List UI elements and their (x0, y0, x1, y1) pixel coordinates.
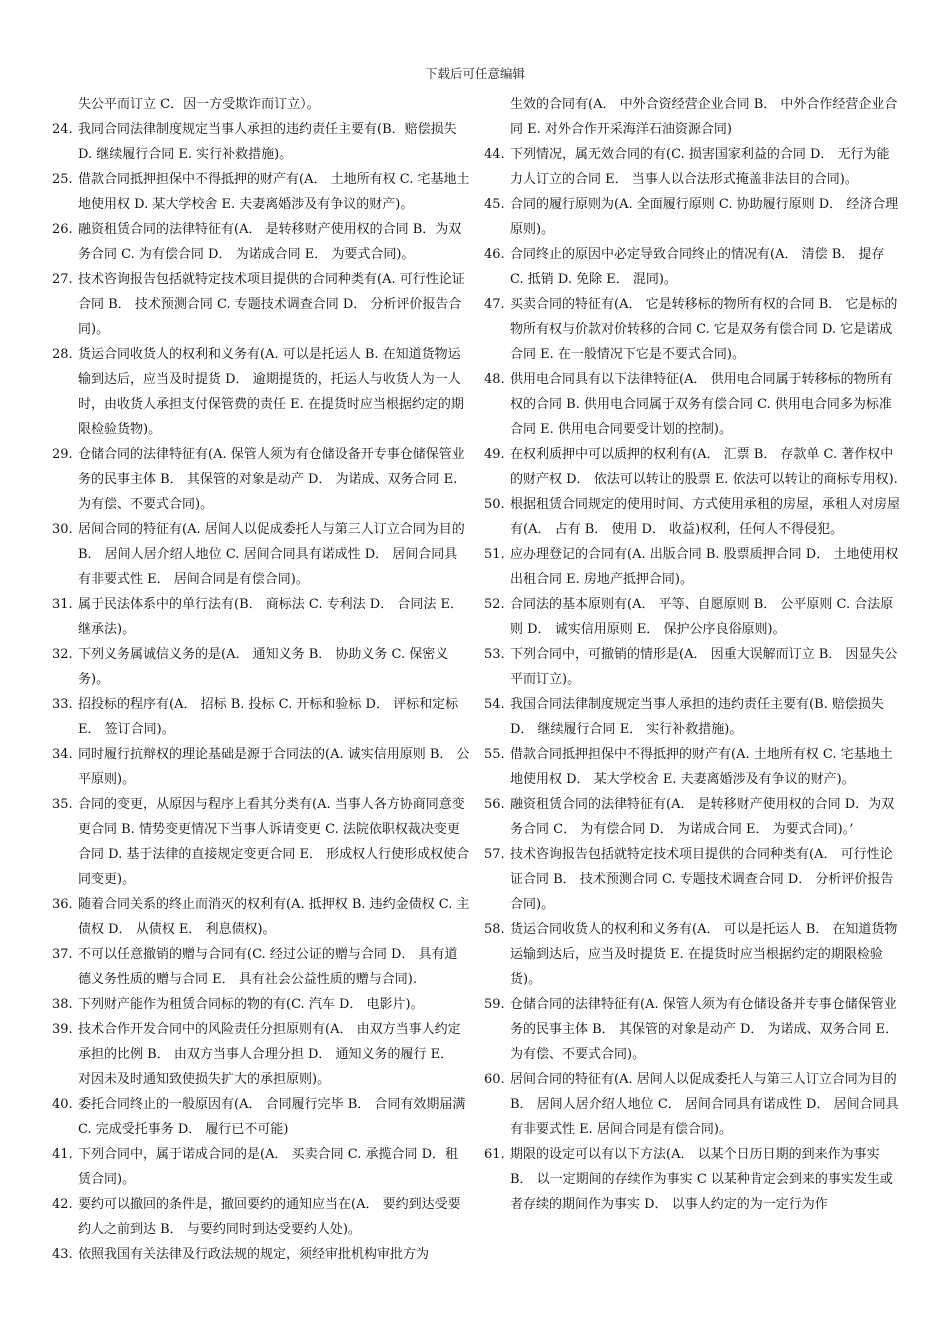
question-item (484, 917, 902, 992)
question-number: 51. (484, 547, 505, 562)
question-item (484, 692, 902, 742)
question-number: 26. (52, 222, 73, 237)
question-item (52, 892, 470, 942)
question-item (484, 492, 902, 542)
question-item (484, 192, 902, 242)
question-text: 我国合同法律制度规定当事人承担的违约责任主要有(B. 赔偿损失 D． 继续履行合同 E． 实行补救措施)。 (510, 697, 884, 737)
question-text: 居间合同的特征有(A. 居间人以促成委托人与第三人订立合同为目的 B． 居间人居介绍人地位 C． 居间合同具有诺成性 D． 居间合同具有非要式性 E. 居间合同是有偿合同)。 (510, 1072, 899, 1137)
question-number: 49. (484, 447, 505, 462)
question-text: 买卖合同的特征有(A． 它是转移标的物所有权的合同 B． 它是标的物所有权与价款对价转移的合同 C. 它是双务有偿合同 D. 它是诺成合同 E. 在一般情况下它是不要式合同)。 (510, 297, 898, 362)
question-item (52, 1142, 470, 1192)
question-text: 借款合同抵押担保中不得抵押的财产有(A. 土地所有权 C. 宅基地土地使用权 D． 某大学校舍 E. 夫妻离婚涉及有争议的财产)。 (510, 747, 893, 787)
question-text: 下列合同中，可撤销的情形是(A． 因重大误解而订立 B． 因显失公平而订立)。 (510, 647, 898, 687)
question-number: 43. (52, 1247, 73, 1262)
question-item (484, 242, 902, 292)
question-text: 融资租赁合同的法律特征有(A． 是转移财产使用权的合同 B．为双务合同 C. 为有偿合同 D． 为诺成合同 E． 为要式合同)。 (78, 222, 462, 262)
question-text: 应办理登记的合同有(A. 出版合同 B. 股票质押合同 D． 土地使用权出租合同 E. 房地产抵押合同)。 (510, 547, 899, 587)
question-number: 34. (52, 747, 73, 762)
question-text: 在权利质押中可以质押的权利有(A． 汇票 B． 存款单 C. 著作权中的财产权 D． 依法可以转让的股票 E. 依法可以转让的商标专用权). (510, 447, 898, 487)
question-text: 供用电合同具有以下法律特征(A． 供用电合同属于转移标的物所有权的合同 B. 供用电合同属于双务有偿合同 C. 供用电合同多为标准合同 E. 供用电合同要受计划的控制)。 (510, 372, 893, 437)
question-text: 不可以任意撤销的赠与合同有(C. 经过公证的赠与合同 D． 具有道德义务性质的赠与合同 E． 具有社会公益性质的赠与合同). (78, 947, 458, 987)
question-item (484, 142, 902, 192)
question-item (52, 1242, 470, 1267)
question-item (484, 792, 902, 842)
right-continuation-text: 生效的合同有(A． 中外合资经营企业合同 B． 中外合作经营企业合同 E. 对外合作开采海洋石油资源合同) (510, 97, 898, 137)
question-item (484, 992, 902, 1067)
question-text: 我同合同法律制度规定当事人承担的违约责任主要有(B．赔偿损失 D. 继续履行合同 E. 实行补救措施)。 (78, 122, 457, 162)
question-number: 37. (52, 947, 73, 962)
question-number: 25. (52, 172, 73, 187)
question-text: 下列义务属诚信义务的是(A． 通知义务 B． 协助义务 C. 保密义务)。 (78, 647, 449, 687)
question-text: 融资租赁合同的法律特征有(A． 是转移财产使用权的合同 D．为双务合同 C． 为有偿合同 D． 为诺成合同 E． 为要式合同)。’ (510, 797, 895, 837)
question-number: 46. (484, 247, 505, 262)
question-text: 委托合同终止的一般原因有(A． 合同履行完毕 B． 合同有效期届满 C. 完成受托事务 D． 履行已不可能) (78, 1097, 466, 1137)
question-text: 仓储合同的法律特征有(A. 保管人须为有仓储设备开专事仓储保管业务的民事主体 B． 其保管的对象是动产 D． 为诺成、双务合同 E. 为有偿、不要式合同)。 (78, 447, 465, 512)
question-number: 40. (52, 1097, 73, 1112)
question-text: 居间合同的特征有(A. 居间人以促成委托人与第三人订立合同为目的 B． 居间人居介绍人地位 C. 居间合同具有诺成性 D． 居间合同具有非要式性 E． 居间合同是有偿合同)。 (78, 522, 465, 587)
question-item (52, 642, 470, 692)
question-item (52, 1017, 470, 1092)
question-number: 48. (484, 372, 505, 387)
question-item (52, 217, 470, 267)
question-item (52, 942, 470, 992)
question-number: 53. (484, 647, 505, 662)
question-text: 依照我国有关法律及行政法规的规定，须经审批机构审批方为 (78, 1247, 430, 1262)
question-text: 下列合同中，属于诺成合同的是(A． 买卖合同 C. 承揽合同 D．租赁合同)。 (78, 1147, 459, 1187)
question-item (484, 842, 902, 917)
left-column (52, 92, 470, 1267)
question-number: 56. (484, 797, 505, 812)
question-number: 39. (52, 1022, 73, 1037)
question-item (52, 517, 470, 592)
question-item (52, 692, 470, 742)
question-number: 55. (484, 747, 505, 762)
question-text: 货运合同收货人的权利和义务有(A. 可以是托运人 B. 在知道货物运输到达后，应当及时提货 D． 逾期提货的，托运人与收货人为一人时，由收货人承担支付保管费的责任 E. 在提货时应当根据约定的期限检验货物)。 (78, 347, 464, 437)
question-number: 61. (484, 1147, 505, 1162)
question-item (52, 342, 470, 442)
question-number: 31. (52, 597, 73, 612)
question-number: 38. (52, 997, 73, 1012)
question-item (484, 367, 902, 442)
question-item (52, 1192, 470, 1242)
question-text: 期限的设定可以有以下方法(A． 以某个日历日期的到来作为事实 B． 以一定期间的存续作为事实 C 以某种肯定会到来的事实发生或者存续的期间作为事实 D． 以事人约定的为一定行为作 (510, 1147, 893, 1212)
right-column (484, 92, 902, 1217)
question-number: 33. (52, 697, 73, 712)
question-text: 合同的履行原则为(A. 全面履行原则 C. 协助履行原则 D． 经济合理原则)。 (510, 197, 899, 237)
question-text: 合同的变更，从原因与程序上看其分类有(A. 当事人各方协商同意变更合同 B. 情势变更情况下当事人诉请变更 C. 法院依职权裁决变更合同 D. 基于法律的直接规定变更合同 E． 形成权人行使形成权使合同变更)。 (78, 797, 470, 887)
question-text: 技术咨询报告包括就特定技术项目提供的合同种类有(A． 可行性论证合同 B． 技术预测合同 C. 专题技术调查合同 D． 分析评价报告合同)。 (510, 847, 894, 912)
question-number: 52. (484, 597, 505, 612)
question-item (484, 642, 902, 692)
question-item (484, 442, 902, 492)
question-number: 28. (52, 347, 73, 362)
question-text: 技术咨询报告包括就特定技术项目提供的合同种类有(A. 可行性论证合同 B． 技术预测合同 C. 专题技术调查合同 D． 分析评价报告合同)。 (78, 272, 465, 337)
question-number: 32. (52, 647, 73, 662)
question-number: 58. (484, 922, 505, 937)
question-number: 30. (52, 522, 73, 537)
page-header: 下载后可任意编辑 (424, 66, 525, 81)
question-number: 50. (484, 497, 505, 512)
question-number: 60. (484, 1072, 505, 1087)
right-question-list (484, 142, 902, 1217)
question-item (52, 1092, 470, 1142)
question-text: 同时履行抗辩权的理论基础是源于合同法的(A. 诚实信用原则 B． 公平原则)。 (78, 747, 470, 787)
question-text: 借款合同抵押担保中不得抵押的财产有(A． 土地所有权 C. 宅基地土地使用权 D. 某大学校舍 E. 夫妻离婚涉及有争议的财产)。 (78, 172, 470, 212)
question-item (484, 292, 902, 367)
question-item (52, 792, 470, 892)
question-number: 45. (484, 197, 505, 212)
question-item (52, 992, 470, 1017)
question-item (484, 1067, 902, 1142)
question-number: 29. (52, 447, 73, 462)
question-text: 合同法的基本原则有(A． 平等、自愿原则 B． 公平原则 C. 合法原则 D． 诚实信用原则 E． 保护公序良俗原则)。 (510, 597, 894, 637)
question-text: 下列情况，属无效合同的有(C. 损害国家利益的合同 D． 无行为能力人订立的合同 E． 当事人以合法形式掩盖非法目的合同)。 (510, 147, 890, 187)
question-item (484, 1142, 902, 1217)
question-item (484, 542, 902, 592)
question-number: 24. (52, 122, 73, 137)
question-number: 35. (52, 797, 73, 812)
question-item (52, 592, 470, 642)
question-number: 42. (52, 1197, 73, 1212)
question-text: 根据租赁合同规定的使用时间、方式使用承租的房屋，承租人对房屋有(A． 占有 B． 使用 D． 收益)权利，任何人不得侵犯。 (510, 497, 901, 537)
question-number: 54. (484, 697, 505, 712)
question-number: 36. (52, 897, 73, 912)
question-number: 57. (484, 847, 505, 862)
question-text: 招投标的程序有(A． 招标 B. 投标 C. 开标和验标 D． 评标和定标 E． 签订合同)。 (78, 697, 459, 737)
question-number: 41. (52, 1147, 73, 1162)
question-number: 47. (484, 297, 505, 312)
question-item (484, 592, 902, 642)
left-continuation-text: 失公平而订立 C．因一方受欺诈而订立）。 (78, 97, 320, 112)
question-item (52, 267, 470, 342)
question-text: 要约可以撤回的条件是，撤回要约的通知应当在(A． 要约到达受要约人之前到达 B． 与要约同时到达受要约人处)。 (78, 1197, 461, 1237)
question-text: 随着合同关系的终止而消灭的权利有(A. 抵押权 B. 违约金债权 C. 主债权 D． 从债权 E． 利息债权)。 (78, 897, 470, 937)
question-item (52, 167, 470, 217)
question-text: 属于民法体系中的单行法有(B． 商标法 C. 专利法 D． 合同法 E． 继承法)。 (78, 597, 463, 637)
question-item (484, 742, 902, 792)
question-item (52, 742, 470, 792)
question-number: 27. (52, 272, 73, 287)
question-text: 仓储合同的法律特征有(A. 保管人须为有仓储设备并专事仓储保管业务的民事主体 B． 其保管的对象是动产 D． 为诺成、双务合同 E． 为有偿、不要式合同)。 (510, 997, 899, 1062)
question-number: 59. (484, 997, 505, 1012)
question-text: 下列财产能作为租赁合同标的物的有(C. 汽车 D． 电影片)。 (78, 997, 424, 1012)
left-question-list (52, 117, 470, 1267)
question-item (52, 117, 470, 167)
question-item (52, 442, 470, 517)
question-text: 技术合作开发合同中的风险责任分担原则有(A． 由双方当事人约定承担的比例 B． 由双方当事人合理分担 D． 通知义务的履行 E． 对因未及时通知致使损失扩大的承担原则)。 (78, 1022, 461, 1087)
question-text: 合同终止的原因中必定导致合同终止的情况有(A． 清偿 B． 提存 C. 抵销 D. 免除 E． 混同)。 (510, 247, 885, 287)
question-text: 货运合同收货人的权利和义务有(A． 可以是托运人 B． 在知道货物运输到达后，应当及时提货 E. 在提货时应当根据约定的期限检验货)。 (510, 922, 898, 987)
question-number: 44. (484, 147, 505, 162)
